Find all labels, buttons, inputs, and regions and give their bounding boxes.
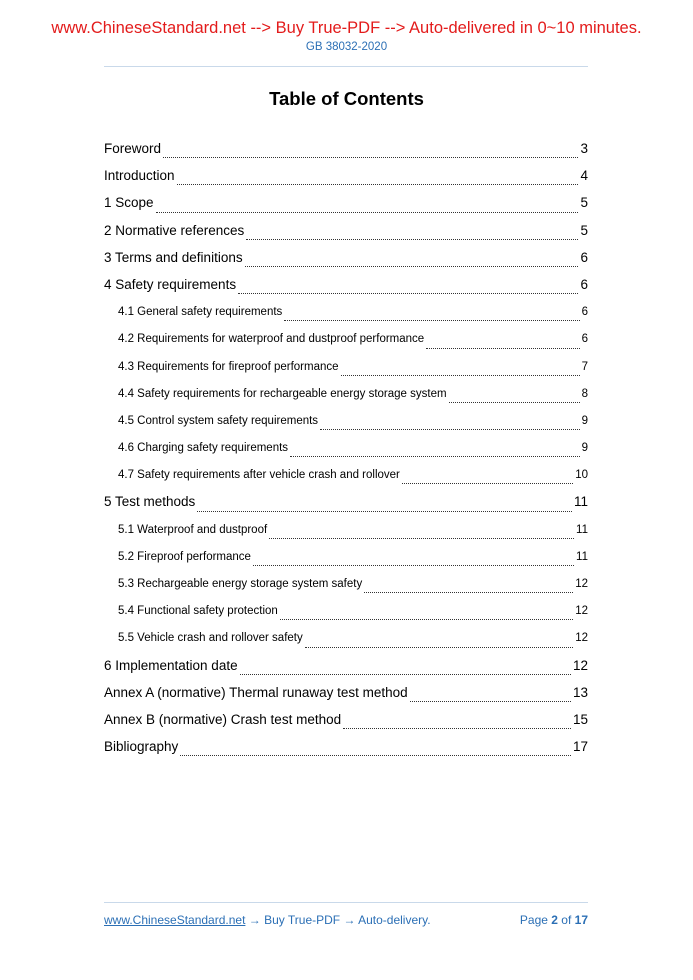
toc-entry[interactable] (104, 192, 588, 219)
toc-entry-page: 7 (581, 360, 588, 373)
toc-entry-page: 5 (580, 222, 588, 238)
toc-entry-label: 5.2 Fireproof performance (118, 550, 251, 563)
toc-entry[interactable] (104, 165, 588, 192)
page-number (520, 913, 588, 927)
toc-dot-leader (163, 157, 578, 158)
toc-entry-label: 5.4 Functional safety protection (118, 605, 278, 618)
toc-entry[interactable] (104, 247, 588, 274)
toc-entry-label: 4.2 Requirements for waterproof and dustproof performance (118, 333, 425, 346)
toc-entry-label: 4.6 Charging safety requirements (118, 442, 289, 455)
toc-entry[interactable] (104, 274, 588, 301)
top-banner[interactable]: www.ChineseStandard.net --> Buy True-PDF --> Auto-delivered in 0~10 minutes. (51, 19, 642, 37)
toc-entry-page: 10 (575, 469, 588, 482)
toc-entry[interactable] (104, 220, 588, 247)
toc-dot-leader (410, 701, 571, 702)
toc-entry-label: 1 Scope (104, 195, 154, 211)
toc-entry-page: 11 (576, 523, 588, 536)
toc-entry[interactable] (104, 655, 588, 682)
toc-entry-page: 12 (575, 605, 588, 618)
toc-dot-leader (364, 592, 573, 593)
toc-entry[interactable] (104, 736, 588, 763)
footer-divider (104, 902, 588, 903)
toc-dot-leader (305, 647, 573, 648)
toc-dot-leader (343, 728, 571, 729)
toc-entry[interactable] (104, 600, 588, 627)
toc-entry[interactable] (104, 410, 588, 437)
toc-entry-label: Bibliography (104, 739, 179, 755)
toc-entry-page: 5 (580, 195, 588, 211)
toc-dot-leader (253, 565, 574, 566)
toc-dot-leader (246, 239, 578, 240)
toc-entry-label: Annex B (normative) Crash test method (104, 711, 342, 727)
toc-entry-label: 4 Safety requirements (104, 276, 237, 292)
toc-entry-page: 6 (581, 306, 588, 319)
toc-dot-leader (449, 402, 580, 403)
toc-entry-page: 6 (580, 276, 588, 292)
toc-entry-page: 12 (575, 578, 588, 590)
toc-entry-label: 6 Implementation date (104, 657, 238, 673)
toc-entry-page: 17 (572, 739, 588, 755)
standard-code: GB 38032-2020 (305, 41, 388, 53)
toc-entry[interactable] (104, 356, 588, 383)
toc-dot-leader (238, 293, 578, 294)
toc-entry-page: 12 (575, 632, 588, 645)
toc-dot-leader (280, 619, 573, 620)
toc-entry-page: 6 (580, 249, 588, 265)
toc-entry[interactable] (104, 301, 588, 328)
toc-entry-label: 2 Normative references (104, 222, 245, 238)
toc-entry[interactable] (104, 464, 588, 491)
footer-link[interactable]: www.ChineseStandard.net (104, 913, 246, 927)
toc-entry-label: 5.5 Vehicle crash and rollover safety (118, 632, 303, 645)
toc-entry-label: 3 Terms and definitions (104, 249, 243, 265)
toc-dot-leader (341, 375, 580, 376)
toc-dot-leader (284, 320, 579, 321)
page-title: Table of Contents (269, 88, 424, 109)
toc-dot-leader (290, 456, 580, 457)
toc-entry-label: 4.7 Safety requirements after vehicle crash and rollover (118, 469, 400, 482)
toc-entry-label: 4.4 Safety requirements for rechargeable energy storage system (118, 387, 447, 400)
toc-entry[interactable] (104, 519, 588, 546)
toc-entry-page: 12 (572, 657, 588, 673)
toc-entry[interactable] (104, 546, 588, 573)
toc-entry[interactable] (104, 682, 588, 709)
toc-dot-leader (269, 538, 574, 539)
toc-dot-leader (180, 755, 571, 756)
footer-tail: → Buy True-PDF → Auto-delivery. (245, 913, 431, 927)
toc-entry-page: 4 (580, 168, 588, 184)
toc-entry[interactable] (104, 573, 588, 600)
toc-entry[interactable] (104, 491, 588, 518)
page-current: 2 (551, 913, 558, 927)
toc-entry[interactable] (104, 383, 588, 410)
toc-entry-label: 5.1 Waterproof and dustproof (118, 523, 268, 536)
toc-entry-label: 4.5 Control system safety requirements (118, 414, 319, 427)
toc-entry-label: Introduction (104, 168, 175, 184)
toc-entry-label: 4.3 Requirements for fireproof performance (118, 360, 339, 373)
toc-entry-page: 3 (580, 141, 588, 156)
toc-entry-page: 15 (572, 711, 588, 727)
toc-dot-leader (177, 184, 579, 185)
toc-dot-leader (197, 511, 572, 512)
page-prefix: Page (519, 913, 552, 927)
toc-entry-page: 13 (572, 684, 588, 700)
toc-entry-label: 4.1 General safety requirements (118, 306, 283, 319)
toc-entry[interactable] (104, 709, 588, 736)
toc-entry-label: 5 Test methods (104, 494, 196, 510)
toc-entry[interactable] (104, 138, 588, 165)
toc-entry[interactable] (104, 328, 588, 355)
footer-left (104, 913, 431, 927)
toc-dot-leader (402, 483, 573, 484)
toc-dot-leader (240, 674, 571, 675)
toc-dot-leader (245, 266, 579, 267)
toc-entry-label: 5.3 Rechargeable energy storage system safety (118, 578, 363, 590)
toc-entry-label: Annex A (normative) Thermal runaway test method (104, 684, 408, 700)
page-total: 17 (574, 913, 588, 927)
toc-entry-page: 11 (576, 550, 588, 563)
page-of: of (557, 913, 575, 927)
table-of-contents (104, 138, 588, 763)
toc-entry-page: 9 (581, 414, 588, 427)
toc-entry-label: Foreword (104, 141, 162, 156)
toc-entry-page: 11 (573, 494, 588, 510)
page-footer (104, 913, 588, 927)
toc-dot-leader (426, 348, 579, 349)
toc-entry[interactable] (104, 437, 588, 464)
toc-dot-leader (156, 212, 579, 213)
toc-entry-page: 8 (581, 387, 588, 400)
toc-dot-leader (320, 429, 580, 430)
toc-entry[interactable] (104, 627, 588, 654)
header-divider (104, 66, 588, 67)
toc-entry-page: 6 (581, 333, 588, 346)
toc-entry-page: 9 (581, 442, 588, 455)
